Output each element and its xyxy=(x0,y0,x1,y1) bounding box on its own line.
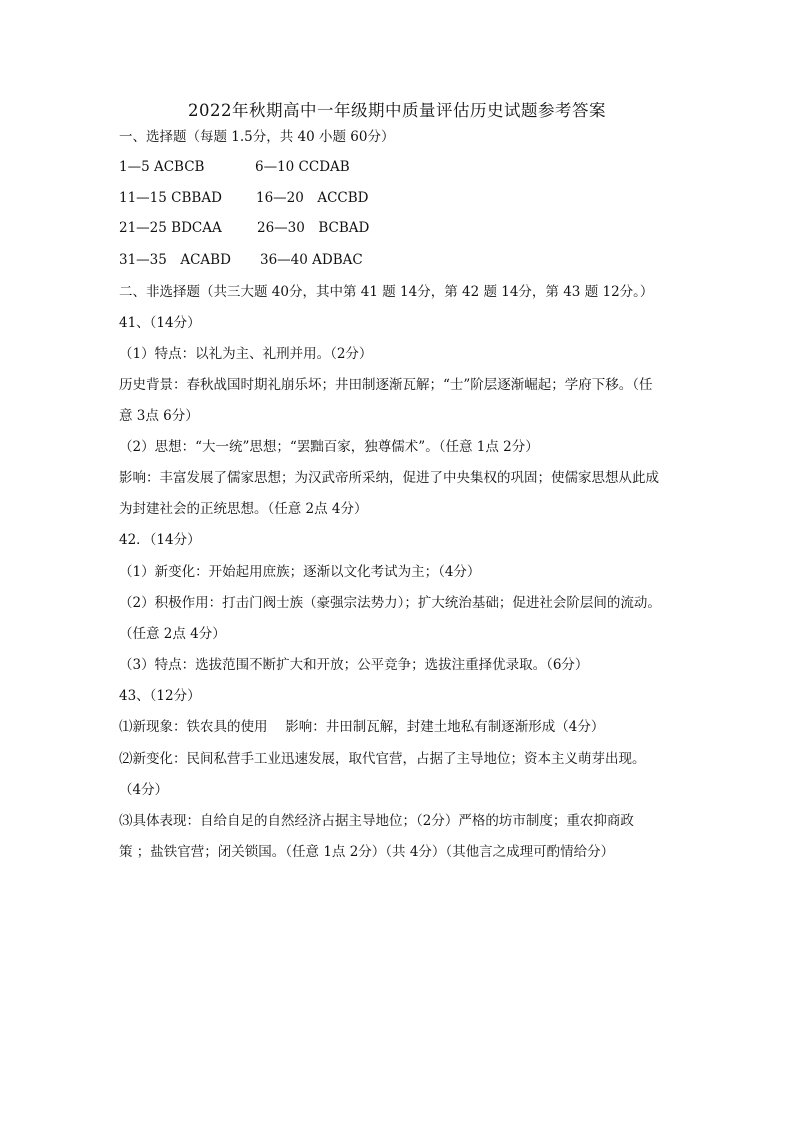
q42-part3: （3）特点：选拔范围不断扩大和开放；公平竞争；选拔注重择优录取。（6分） xyxy=(119,657,589,673)
q41-background-line2: 意 3点 6分） xyxy=(119,408,199,424)
q43-part3-line1: ⑶具体表现：自给自足的自然经济占据主导地位；（2分）严格的坊市制度；重农抑商政 xyxy=(119,813,634,829)
section1-heading: 一、选择题（每题 1.5分，共 40 小题 60分） xyxy=(119,129,395,145)
answer-row-4 xyxy=(119,250,363,270)
answer-21-25: 21—25 BDCAA xyxy=(119,220,222,236)
q43-part3-line2: 策 ；盐铁官营；闭关锁国。（任意 1点 2分）（共 4分）（其他言之成理可酌情给分） xyxy=(119,844,615,860)
answer-16-20: 16—20 ACCBD xyxy=(256,190,369,206)
q43-part1: ⑴新现象：铁农具的使用 影响：井田制瓦解，封建土地私有制逐渐形成（4分） xyxy=(119,719,605,735)
page-title: 2022年秋期高中一年级期中质量评估历史试题参考答案 xyxy=(188,101,606,120)
q43-part2-line2: （4分） xyxy=(119,782,169,798)
answer-row-1 xyxy=(119,157,350,177)
q41-part1: （1）特点：以礼为主、礼刑并用。（2分） xyxy=(119,346,373,362)
answer-26-30: 26—30 BCBAD xyxy=(257,220,370,236)
q42-part2-line2: （任意 2点 4分） xyxy=(119,626,226,642)
q42-part1: （1）新变化：开始起用庶族；逐渐以文化考试为主；（4分） xyxy=(119,564,481,580)
q42-part2-line1: （2）积极作用：打击门阀士族（豪强宗法势力）；扩大统治基础；促进社会阶层间的流动。 xyxy=(119,595,661,611)
q43-heading: 43、（12分） xyxy=(119,688,201,704)
q41-impact-line1: 影响：丰富发展了儒家思想；为汉武帝所采纳，促进了中央集权的巩固；使儒家思想从此成 xyxy=(119,470,659,486)
q43-part2-line1: ⑵新变化：民间私营手工业迅速发展，取代官营，占据了主导地位；资本主义萌芽出现。 xyxy=(119,751,646,767)
section2-heading: 二、非选择题（共三大题 40分，其中第 41 题 14分，第 42 题 14分，第 43 题 12分。） xyxy=(119,284,654,300)
q41-heading: 41、（14分） xyxy=(119,315,201,331)
answer-31-35: 31—35 ACABD xyxy=(119,252,231,268)
answer-36-40: 36—40 ADBAC xyxy=(260,252,363,268)
answer-row-3 xyxy=(119,218,370,238)
answer-row-2 xyxy=(119,188,369,208)
answer-1-5: 1—5 ACBCB xyxy=(119,159,205,175)
q41-part2: （2）思想：“大一统”思想；“罢黜百家，独尊儒术”。（任意 1点 2分） xyxy=(119,439,539,455)
answer-11-15: 11—15 CBBAD xyxy=(119,190,222,206)
q42-heading: 42．（14分） xyxy=(119,532,201,548)
q41-impact-line2: 为封建社会的正统思想。（任意 2点 4分） xyxy=(119,501,368,517)
q41-background-line1: 历史背景：春秋战国时期礼崩乐坏；井田制逐渐瓦解；“士”阶层逐渐崛起；学府下移。（任 xyxy=(119,377,653,393)
answer-6-10: 6—10 CCDAB xyxy=(255,159,350,175)
